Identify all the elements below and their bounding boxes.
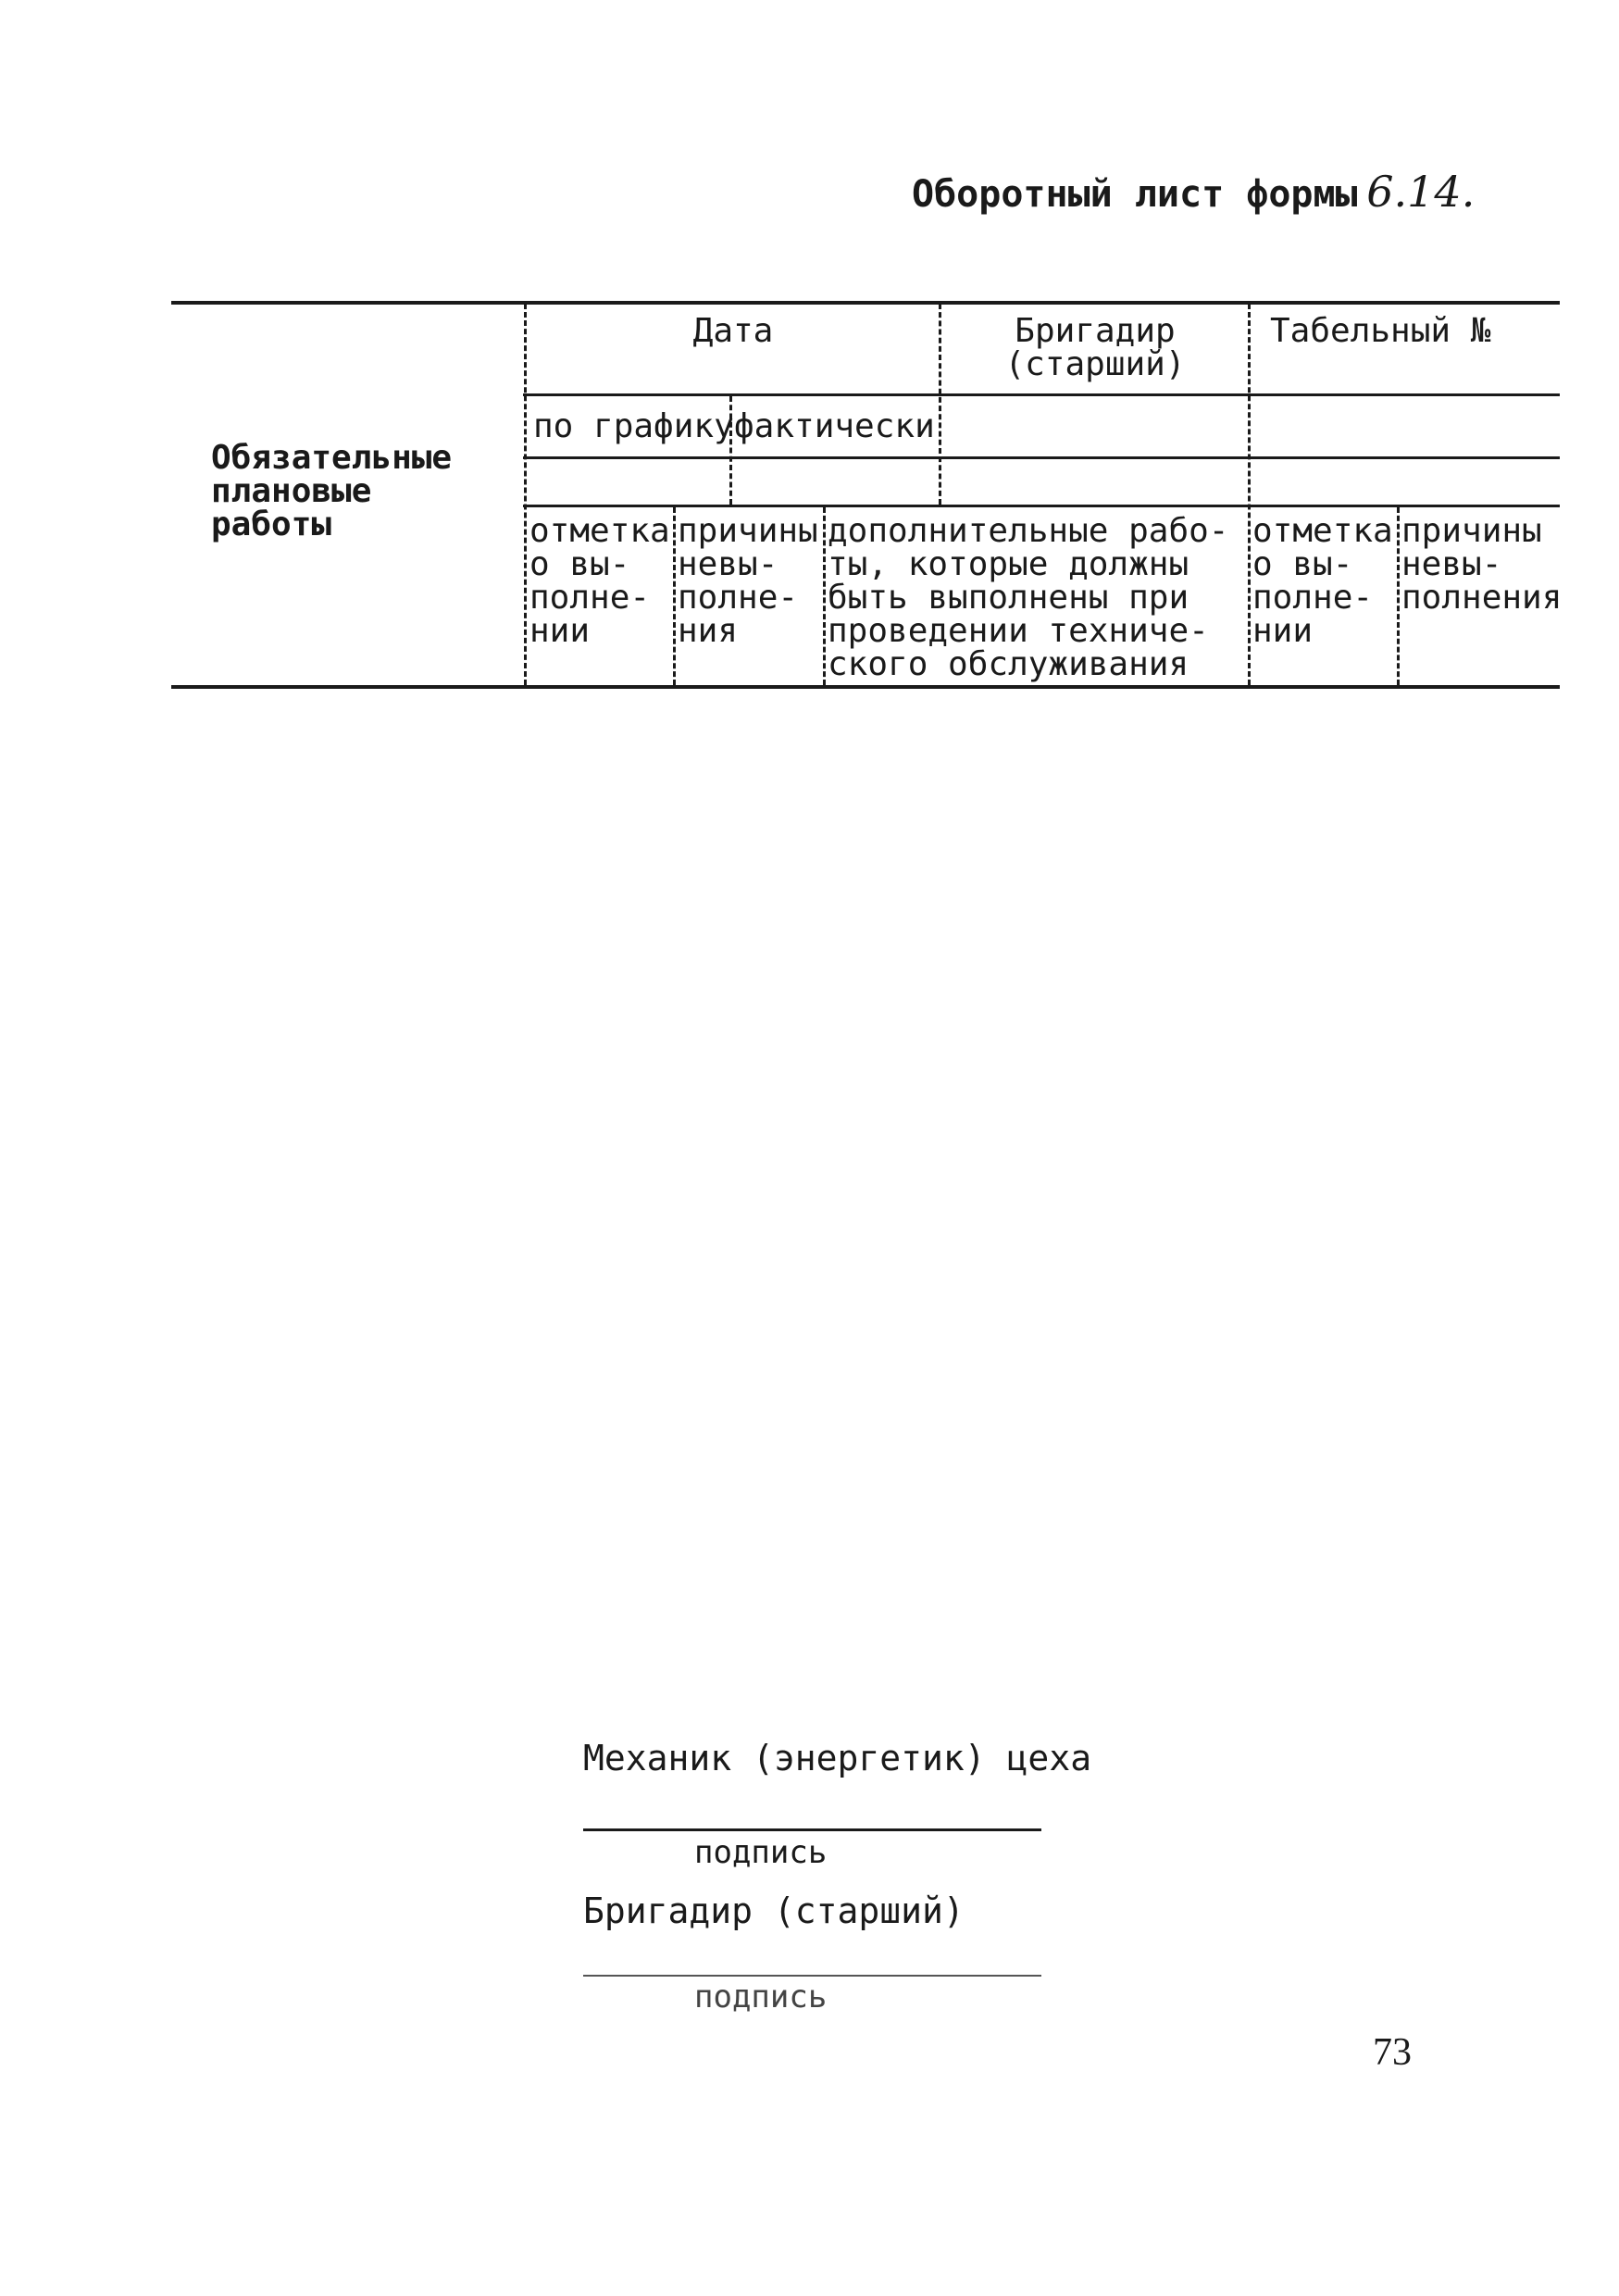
divider-mark2-reasons2	[1397, 507, 1400, 685]
brigadier-signature-caption: подпись	[694, 1978, 828, 2015]
divider-brigadier-tabel	[1248, 304, 1251, 685]
divider-mark-reasons	[673, 507, 676, 685]
tabel-number-header: Табельный №	[1270, 312, 1491, 350]
divider-date-brigadier	[939, 304, 941, 505]
page-number: 73	[1373, 2031, 1412, 2074]
reasons-header: причины невы- полне- ния	[678, 512, 818, 650]
row-header-mandatory-works: Обязательные плановые работы	[211, 439, 453, 543]
brigadier-label: Бригадир (старший)	[583, 1890, 965, 1931]
table-rule-2	[523, 456, 1560, 459]
reasons-header-2: причины невы- полнения	[1401, 512, 1563, 617]
brigadier-header: Бригадир (старший)	[1004, 312, 1186, 383]
divider-row-header	[524, 304, 527, 685]
actual-header: фактически	[734, 407, 935, 445]
by-schedule-header: по графику	[533, 407, 734, 445]
table-bottom-rule	[171, 685, 1560, 689]
form-title-label: Оборотный лист формы	[912, 173, 1358, 216]
table-rule-1	[523, 393, 1560, 396]
date-header: Дата	[692, 312, 774, 350]
brigadier-signature-line	[583, 1975, 1041, 1977]
mark-done-header: отметка о вы- полне- нии	[529, 512, 670, 650]
divider-reasons-additional	[823, 507, 826, 685]
additional-works-header: дополнительные рабо- ты, которые должны быть выполнены при проведении техниче- ского обслуживания	[828, 512, 1229, 683]
mechanic-signature-line	[583, 1828, 1041, 1831]
mechanic-signature-caption: подпись	[694, 1834, 828, 1871]
form-number: 6.14.	[1366, 167, 1476, 217]
table-top-rule	[171, 301, 1560, 305]
form-title	[912, 167, 1475, 217]
mark-done-header-2: отметка о вы- полне- нии	[1252, 512, 1393, 650]
table-rule-3	[523, 505, 1560, 507]
mechanic-label: Механик (энергетик) цеха	[583, 1738, 1092, 1778]
